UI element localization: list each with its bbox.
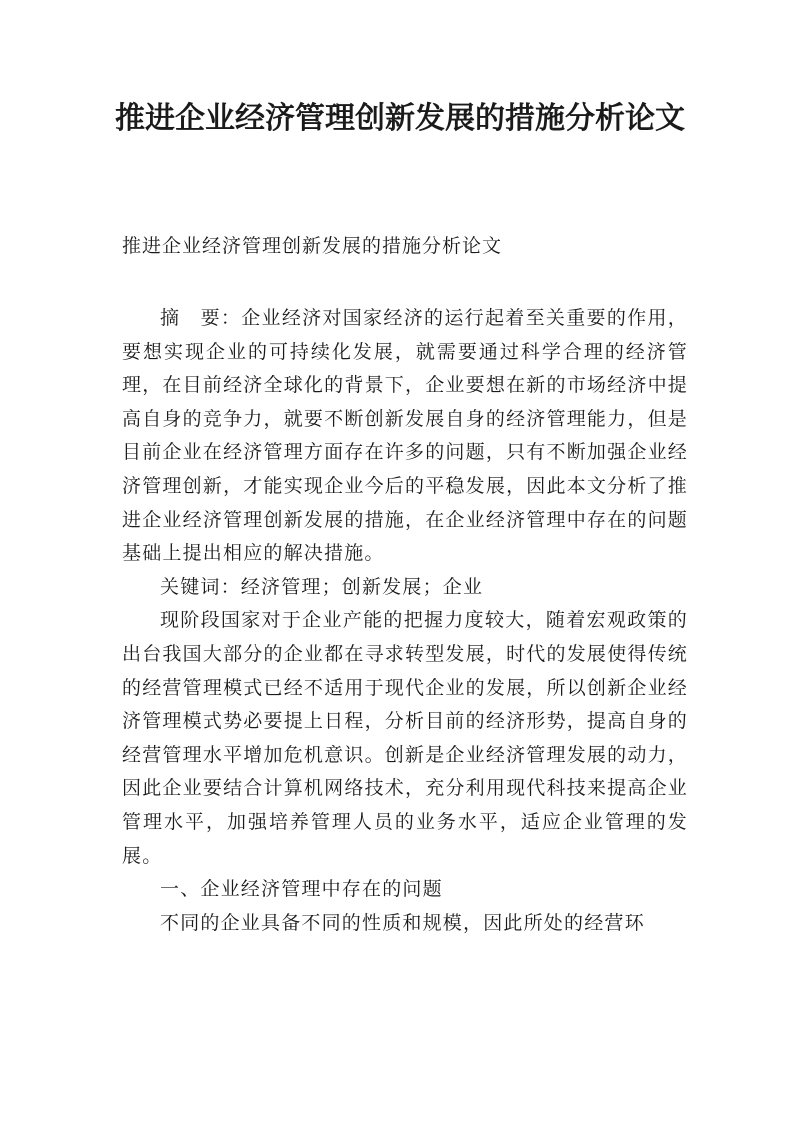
abstract-paragraph: 摘 要：企业经济对国家经济的运行起着至关重要的作用，要想实现企业的可持续化发展，就需要通过科学合理的经济管理，在目前经济全球化的背景下，企业要想在新的市场经济中提高自身的竞争力，就要不断创新发展自身的经济管理能力，但是目前企业在经济管理方面存在许多的问题，只有不断加强企业经济管理创新，才能实现企业今后的平稳发展，因此本文分析了推进企业经济管理创新发展的措施，在企业经济管理中存在的问题基础上提出相应的解决措施。 [122,307,688,565]
document-body [122,302,688,940]
document-subtitle: 推进企业经济管理创新发展的措施分析论文 [122,235,503,257]
section-paragraph: 不同的企业具备不同的性质和规模，因此所处的经营环 [160,911,645,934]
intro-paragraph: 现阶段国家对于企业产能的把握力度较大，随着宏观政策的出台我国大部分的企业都在寻求转型发展，时代的发展使得传统的经营管理模式已经不适用于现代企业的发展，所以创新企业经济管理模式势必要提上日程，分析目前的经济形势，提高自身的经营管理水平增加危机意识。创新是企业经济管理发展的动力，因此企业要结合计算机网络技术，充分利用现代科技来提高企业管理水平，加强培养管理人员的业务水平，适应企业管理的发展。 [122,609,688,867]
document-title: 推进企业经济管理创新发展的措施分析论文 [115,101,685,136]
section-heading: 一、企业经济管理中存在的问题 [160,878,443,901]
keywords-paragraph: 关键词：经济管理；创新发展；企业 [160,575,484,598]
